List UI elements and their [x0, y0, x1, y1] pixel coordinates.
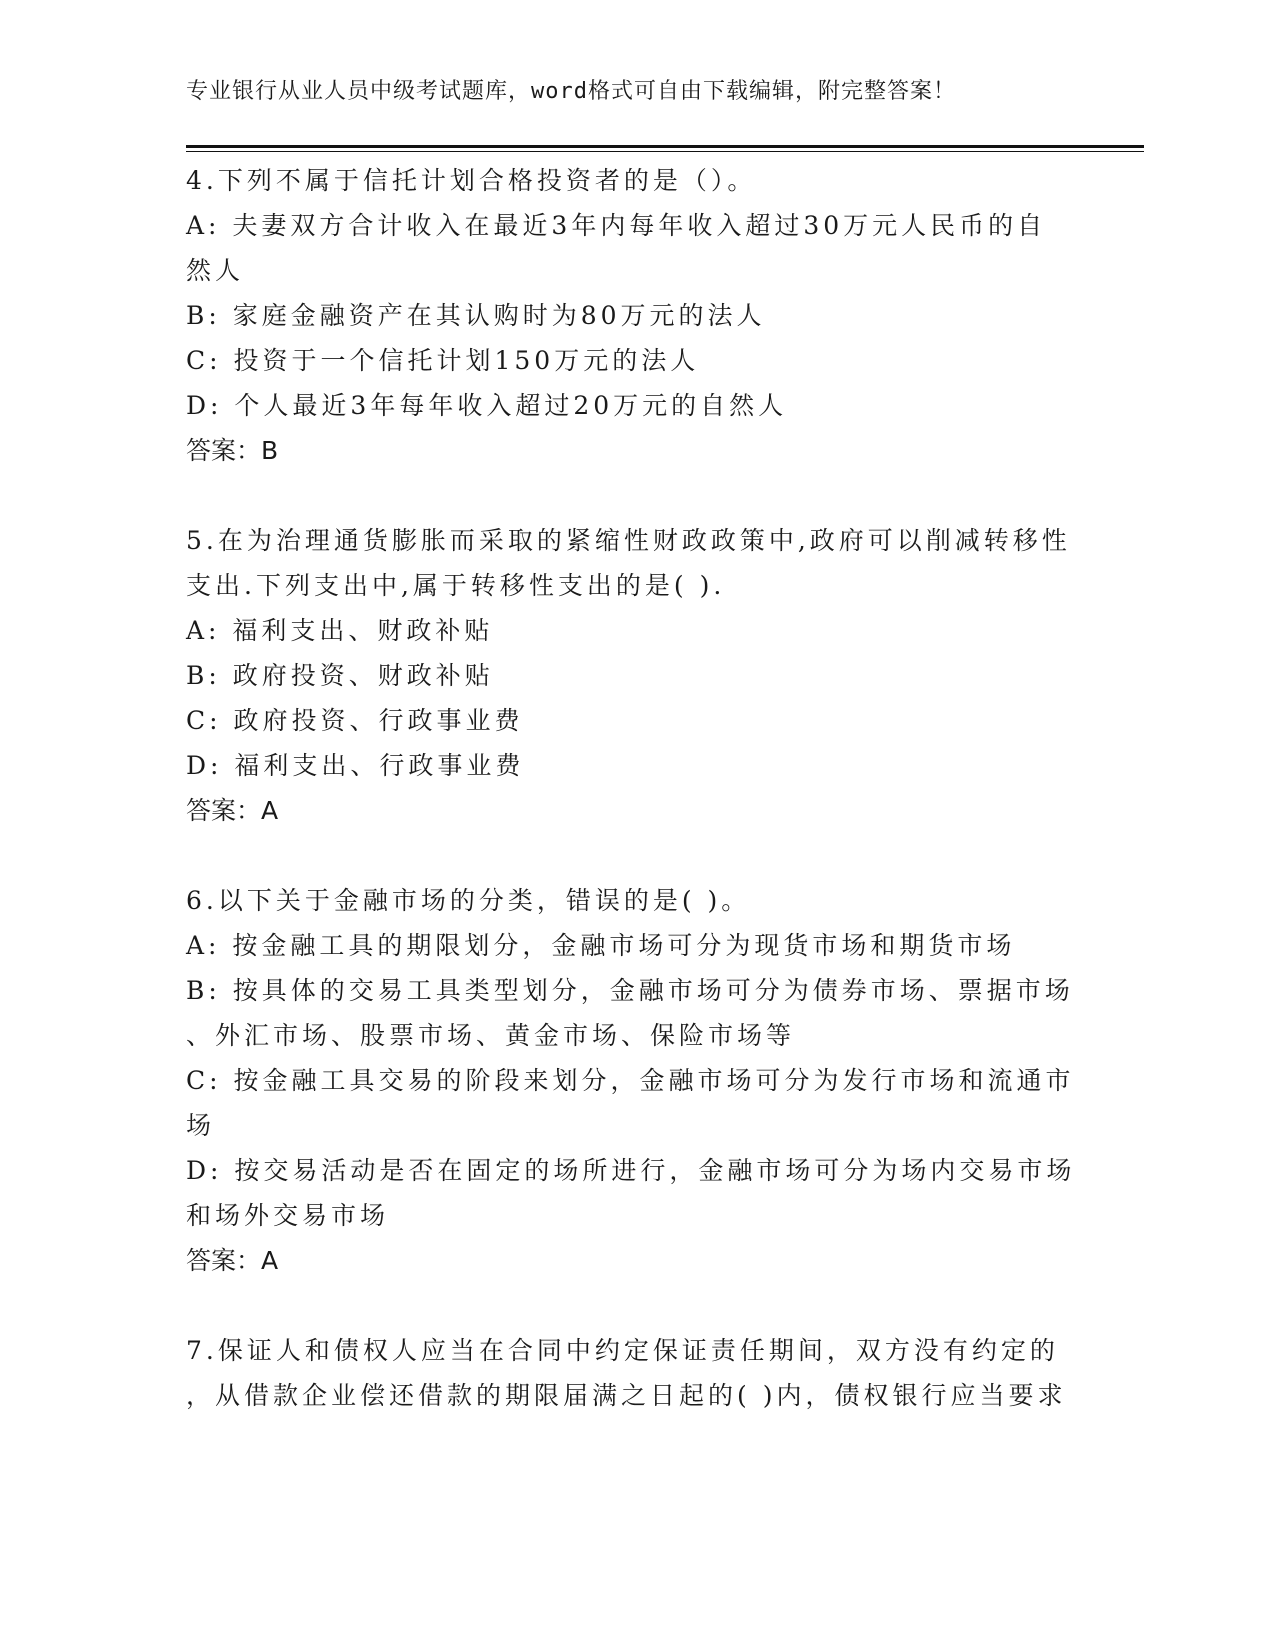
question-7 [186, 1328, 1086, 1418]
option-b: B: 家庭金融资产在其认购时为80万元的法人 [186, 301, 766, 330]
page-header: 专业银行从业人员中级考试题库，word格式可自由下载编辑，附完整答案！ [186, 79, 956, 104]
spacer [186, 473, 1086, 518]
option-d: D: 个人最近3年每年收入超过20万元的自然人 [186, 391, 788, 420]
option-d: D: 按交易活动是否在固定的场所进行，金融市场可分为场内交易市场 [186, 1156, 1076, 1185]
option-c: C: 按金融工具交易的阶段来划分，金融市场可分为发行市场和流通市 [186, 1066, 1075, 1095]
question-6 [186, 878, 1086, 1283]
spacer [186, 833, 1086, 878]
option-b-cont: 、外汇市场、股票市场、黄金市场、保险市场等 [186, 1021, 796, 1050]
option-a: A: 福利支出、财政补贴 [186, 616, 494, 645]
option-c-cont: 场 [186, 1111, 216, 1140]
option-a: A: 按金融工具的期限划分，金融市场可分为现货市场和期货市场 [186, 931, 1016, 960]
answer-label: 答案：A [186, 1246, 279, 1275]
option-c: C: 政府投资、行政事业费 [186, 706, 524, 735]
question-stem: 7.保证人和债权人应当在合同中约定保证责任期间，双方没有约定的 [186, 1336, 1059, 1365]
option-d-cont: 和场外交易市场 [186, 1201, 390, 1230]
answer-label: 答案：B [186, 436, 279, 465]
question-stem: 6.以下关于金融市场的分类，错误的是( )。 [186, 886, 751, 915]
header-rule-thin [186, 151, 1144, 152]
option-a: A: 夫妻双方合计收入在最近3年内每年收入超过30万元人民币的自 [186, 211, 1047, 240]
question-stem: 5.在为治理通货膨胀而采取的紧缩性财政政策中,政府可以削减转移性 [186, 526, 1071, 555]
question-4 [186, 158, 1086, 473]
answer-label: 答案：A [186, 796, 279, 825]
option-d: D: 福利支出、行政事业费 [186, 751, 525, 780]
question-stem: 4.下列不属于信托计划合格投资者的是（）。 [186, 166, 757, 195]
question-list [186, 158, 1086, 1418]
question-stem-cont: ，从借款企业偿还借款的期限届满之日起的( )内，债权银行应当要求 [186, 1381, 1067, 1410]
spacer [186, 1283, 1086, 1328]
option-b: B: 政府投资、财政补贴 [186, 661, 494, 690]
option-a-cont: 然人 [186, 256, 245, 285]
option-c: C: 投资于一个信托计划150万元的法人 [186, 346, 700, 375]
header-rule-thick [186, 145, 1144, 148]
question-5 [186, 518, 1086, 833]
option-b: B: 按具体的交易工具类型划分，金融市场可分为债券市场、票据市场 [186, 976, 1074, 1005]
question-stem-cont: 支出.下列支出中,属于转移性支出的是( ). [186, 571, 726, 600]
